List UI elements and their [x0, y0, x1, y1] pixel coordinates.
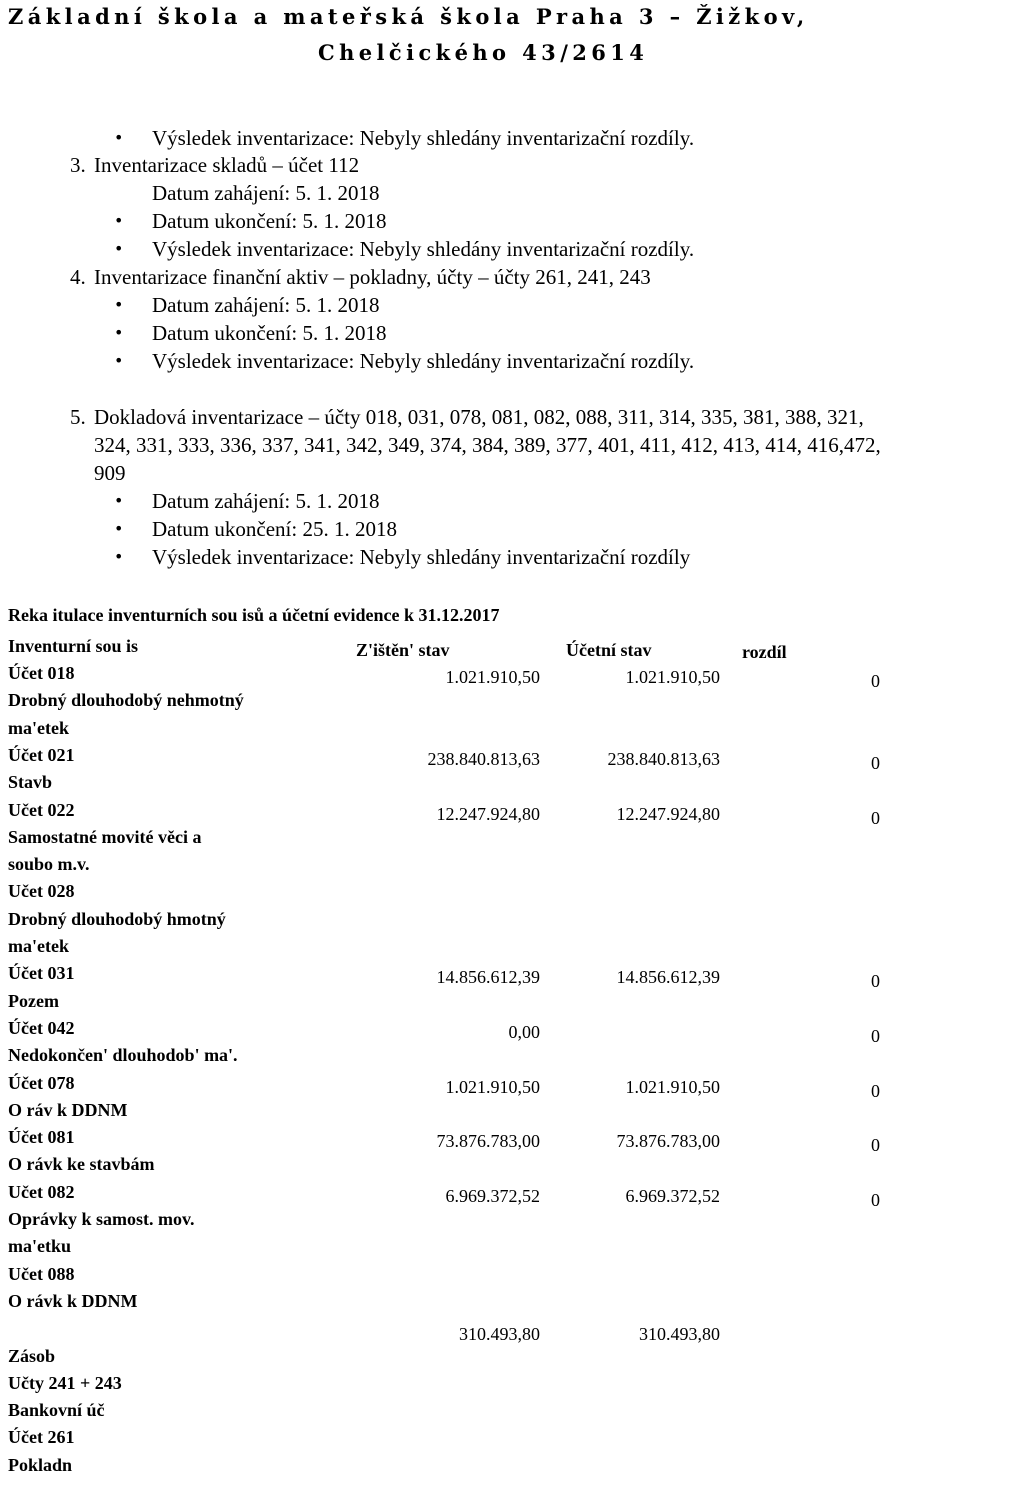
item4-end: Datum ukončení: 5. 1. 2018 [152, 321, 387, 345]
account-label: Učet 022 [8, 800, 75, 820]
item5-start: Datum zahájení: 5. 1. 2018 [152, 489, 380, 513]
found-value: 6.969.372,52 [445, 1186, 540, 1206]
book-value: 6.969.372,52 [625, 1186, 720, 1206]
book-value: 1.021.910,50 [625, 1077, 720, 1097]
item3-number: 3. [70, 153, 86, 177]
bullet-icon: • [114, 239, 124, 258]
school-name-line2: Chelčického 43/2614 [318, 40, 649, 65]
account-label: Drobný dlouhodobý hmotný [8, 909, 226, 929]
found-value: 1.021.910,50 [445, 667, 540, 687]
account-label: Učet 028 [8, 881, 75, 901]
diff-value: 0 [871, 1081, 880, 1101]
col-header-found: Z'ištěn' stav [356, 640, 450, 660]
diff-value: 0 [871, 1135, 880, 1155]
item2-result: Výsledek inventarizace: Nebyly shledány inventarizační rozdíly. [152, 126, 695, 150]
account-label: Bankovní úč [8, 1400, 105, 1420]
account-label: ma'etek [8, 718, 69, 738]
school-name-line1: Základní škola a mateřská škola Praha 3 – Žižkov, [8, 4, 809, 29]
item4-title: Inventarizace finanční aktiv – pokladny, účty – účty 261, 241, 243 [94, 265, 651, 289]
col-header-inventory: Inventurní sou is [8, 636, 139, 656]
diff-value: 0 [871, 671, 880, 691]
account-label: Oprávky k samost. mov. [8, 1209, 195, 1229]
account-label: O rávk k DDNM [8, 1291, 138, 1311]
book-value: 310.493,80 [639, 1324, 720, 1344]
book-value: 14.856.612,39 [616, 967, 720, 987]
account-label: Pozem [8, 991, 59, 1011]
account-label: Účet 081 [8, 1127, 75, 1147]
item3-result: Výsledek inventarizace: Nebyly shledány inventarizační rozdíly. [152, 237, 695, 261]
bullet-icon: • [114, 323, 124, 342]
account-label: O ráv k DDNM [8, 1100, 128, 1120]
account-label: Účet 078 [8, 1073, 75, 1093]
diff-value: 0 [871, 1026, 880, 1046]
account-label: Účet 042 [8, 1018, 75, 1038]
item4-start: Datum zahájení: 5. 1. 2018 [152, 293, 380, 317]
found-value: 12.247.924,80 [436, 804, 540, 824]
item3-title: Inventarizace skladů – účet 112 [94, 153, 360, 177]
account-label: O rávk ke stavbám [8, 1154, 155, 1174]
found-value: 310.493,80 [459, 1324, 540, 1344]
found-value: 73.876.783,00 [436, 1131, 540, 1151]
account-label: Pokladn [8, 1455, 73, 1475]
account-label: Účet 021 [8, 745, 75, 765]
account-label: Účet 031 [8, 963, 75, 983]
book-value: 238.840.813,63 [607, 749, 720, 769]
item3-start: Datum zahájení: 5. 1. 2018 [152, 181, 380, 205]
account-label: Drobný dlouhodobý nehmotný [8, 690, 244, 710]
account-label: Učet 088 [8, 1264, 75, 1284]
item5-title-line3: 909 [94, 461, 126, 485]
diff-value: 0 [871, 971, 880, 991]
account-label: Zásob [8, 1346, 56, 1366]
found-value: 1.021.910,50 [445, 1077, 540, 1097]
diff-value: 0 [871, 753, 880, 773]
account-label: Účet 018 [8, 663, 75, 683]
found-value: 0,00 [508, 1022, 540, 1042]
bullet-icon: • [114, 128, 124, 147]
item5-result: Výsledek inventarizace: Nebyly shledány inventarizační rozdíly [152, 545, 691, 569]
item3-end: Datum ukončení: 5. 1. 2018 [152, 209, 387, 233]
book-value: 1.021.910,50 [625, 667, 720, 687]
bullet-icon: • [114, 491, 124, 510]
bullet-icon: • [114, 211, 124, 230]
item4-result: Výsledek inventarizace: Nebyly shledány inventarizační rozdíly. [152, 349, 695, 373]
book-value: 12.247.924,80 [616, 804, 720, 824]
account-label: soubo m.v. [8, 854, 90, 874]
bullet-icon: • [114, 295, 124, 314]
col-header-book: Účetní stav [566, 640, 652, 660]
account-label: ma'etku [8, 1236, 71, 1256]
account-label: Nedokončen' dlouhodob' ma'. [8, 1045, 238, 1065]
item5-title-line1: Dokladová inventarizace – účty 018, 031, 078, 081, 082, 088, 311, 314, 335, 381, 388, 321, [94, 405, 864, 429]
account-label: Samostatné movité věci a [8, 827, 202, 847]
item5-end: Datum ukončení: 25. 1. 2018 [152, 517, 397, 541]
col-header-diff: rozdíl [742, 642, 787, 662]
item4-number: 4. [70, 265, 86, 289]
item5-number: 5. [70, 405, 86, 429]
bullet-icon: • [114, 351, 124, 370]
account-label: ma'etek [8, 936, 69, 956]
found-value: 14.856.612,39 [436, 967, 540, 987]
account-label: Účet 261 [8, 1427, 75, 1447]
diff-value: 0 [871, 1190, 880, 1210]
account-label: Stavb [8, 772, 53, 792]
bullet-icon: • [114, 547, 124, 566]
item5-title-line2: 324, 331, 333, 336, 337, 341, 342, 349, 374, 384, 389, 377, 401, 411, 412, 413, 414, 416,472, [94, 433, 881, 457]
diff-value: 0 [871, 808, 880, 828]
book-value: 73.876.783,00 [616, 1131, 720, 1151]
bullet-icon: • [114, 519, 124, 538]
recap-title: Reka itulace inventurních sou isů a účetní evidence k 31.12.2017 [8, 605, 500, 625]
found-value: 238.840.813,63 [427, 749, 540, 769]
account-label: Učet 082 [8, 1182, 75, 1202]
account-label: Učty 241 + 243 [8, 1373, 122, 1393]
